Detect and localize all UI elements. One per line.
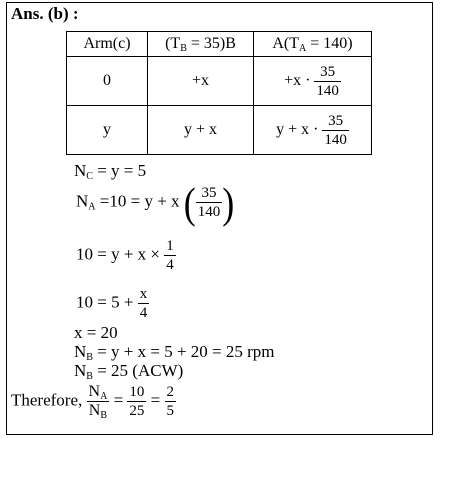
equation-nc: [74, 161, 146, 181]
header-a-sub: A: [299, 43, 307, 54]
equation-na: [76, 178, 235, 227]
numerator: 35: [196, 184, 223, 203]
equals-sign: =: [113, 390, 124, 410]
denominator: 140: [197, 204, 221, 220]
fraction: [87, 383, 110, 420]
eq-text: N: [74, 161, 87, 180]
fraction: [322, 112, 349, 149]
header-b-pre: (T: [165, 35, 181, 52]
header-gear-a: [254, 32, 372, 57]
cell-arm: 0: [67, 57, 148, 106]
header-gear-b: [148, 32, 254, 57]
cell-a-pre: +x ·: [284, 71, 311, 89]
denominator: [87, 402, 110, 420]
header-arm: Arm(c): [67, 32, 148, 57]
eq-text: 10 = y + x ×: [76, 244, 161, 264]
numerator: x: [139, 286, 148, 302]
eq-sub: B: [86, 371, 93, 382]
fraction: [196, 184, 223, 221]
header-a-post: = 140): [306, 35, 353, 52]
equation-nb-direction: [74, 361, 183, 381]
header-b-sub: B: [180, 43, 187, 54]
denominator: 140: [316, 82, 339, 99]
header-b-post: = 35)B: [186, 35, 236, 52]
eq-sub: A: [88, 201, 96, 213]
header-a-pre: A(T: [272, 35, 300, 52]
cell-a-pre: y + x ·: [276, 120, 319, 138]
equation-ratio: [11, 383, 176, 420]
eq-text: = y + x = 5 + 20 = 25 rpm: [92, 342, 275, 361]
numerator: [87, 383, 110, 402]
left-paren: (: [183, 178, 196, 227]
fraction: [127, 383, 146, 420]
equation-solve: [76, 285, 149, 322]
equals-sign: =: [150, 390, 161, 410]
denominator: 5: [166, 403, 174, 419]
fraction: [165, 383, 177, 420]
cell-gear-b: y + x: [148, 106, 254, 155]
eq-sub: A: [100, 391, 108, 402]
numerator: 35: [322, 112, 349, 131]
fraction: [164, 237, 176, 274]
eq-text: = y = 5: [92, 161, 147, 180]
eq-text: N: [88, 383, 101, 400]
table-row: [67, 57, 372, 106]
right-paren: ): [222, 178, 235, 227]
numerator: 10: [129, 384, 145, 400]
answer-heading: Ans. (b) :: [11, 4, 79, 23]
denominator: 25: [129, 403, 145, 419]
tabulation-table: [66, 31, 372, 155]
equation-x: x = 20: [74, 323, 118, 342]
eq-text: N: [76, 191, 89, 211]
eq-text: N: [74, 342, 87, 361]
numerator: 2: [166, 384, 174, 400]
eq-sub: B: [86, 352, 93, 363]
cell-arm: y: [67, 106, 148, 155]
cell-gear-a: [254, 57, 372, 106]
fraction: [314, 63, 341, 100]
table-row: [67, 106, 372, 155]
fraction: [138, 285, 150, 322]
eq-text: = 25 (ACW): [92, 361, 184, 380]
cell-gear-a: [254, 106, 372, 155]
eq-sub: C: [86, 171, 93, 182]
eq-text: =10 = y + x: [95, 191, 180, 211]
eq-text: 10 = 5 +: [76, 292, 134, 312]
numerator: 35: [314, 63, 341, 82]
cell-gear-b: +x: [148, 57, 254, 106]
numerator: 1: [166, 238, 174, 254]
eq-text: N: [88, 402, 101, 419]
eq-sub: B: [100, 410, 108, 421]
therefore-label: Therefore,: [11, 390, 83, 410]
table-header-row: [67, 32, 372, 57]
eq-text: N: [74, 361, 87, 380]
denominator: 4: [166, 257, 174, 273]
denominator: 4: [139, 305, 148, 321]
equation-nb: [74, 342, 275, 362]
denominator: 140: [324, 131, 347, 148]
equation-substitution: [76, 237, 176, 274]
